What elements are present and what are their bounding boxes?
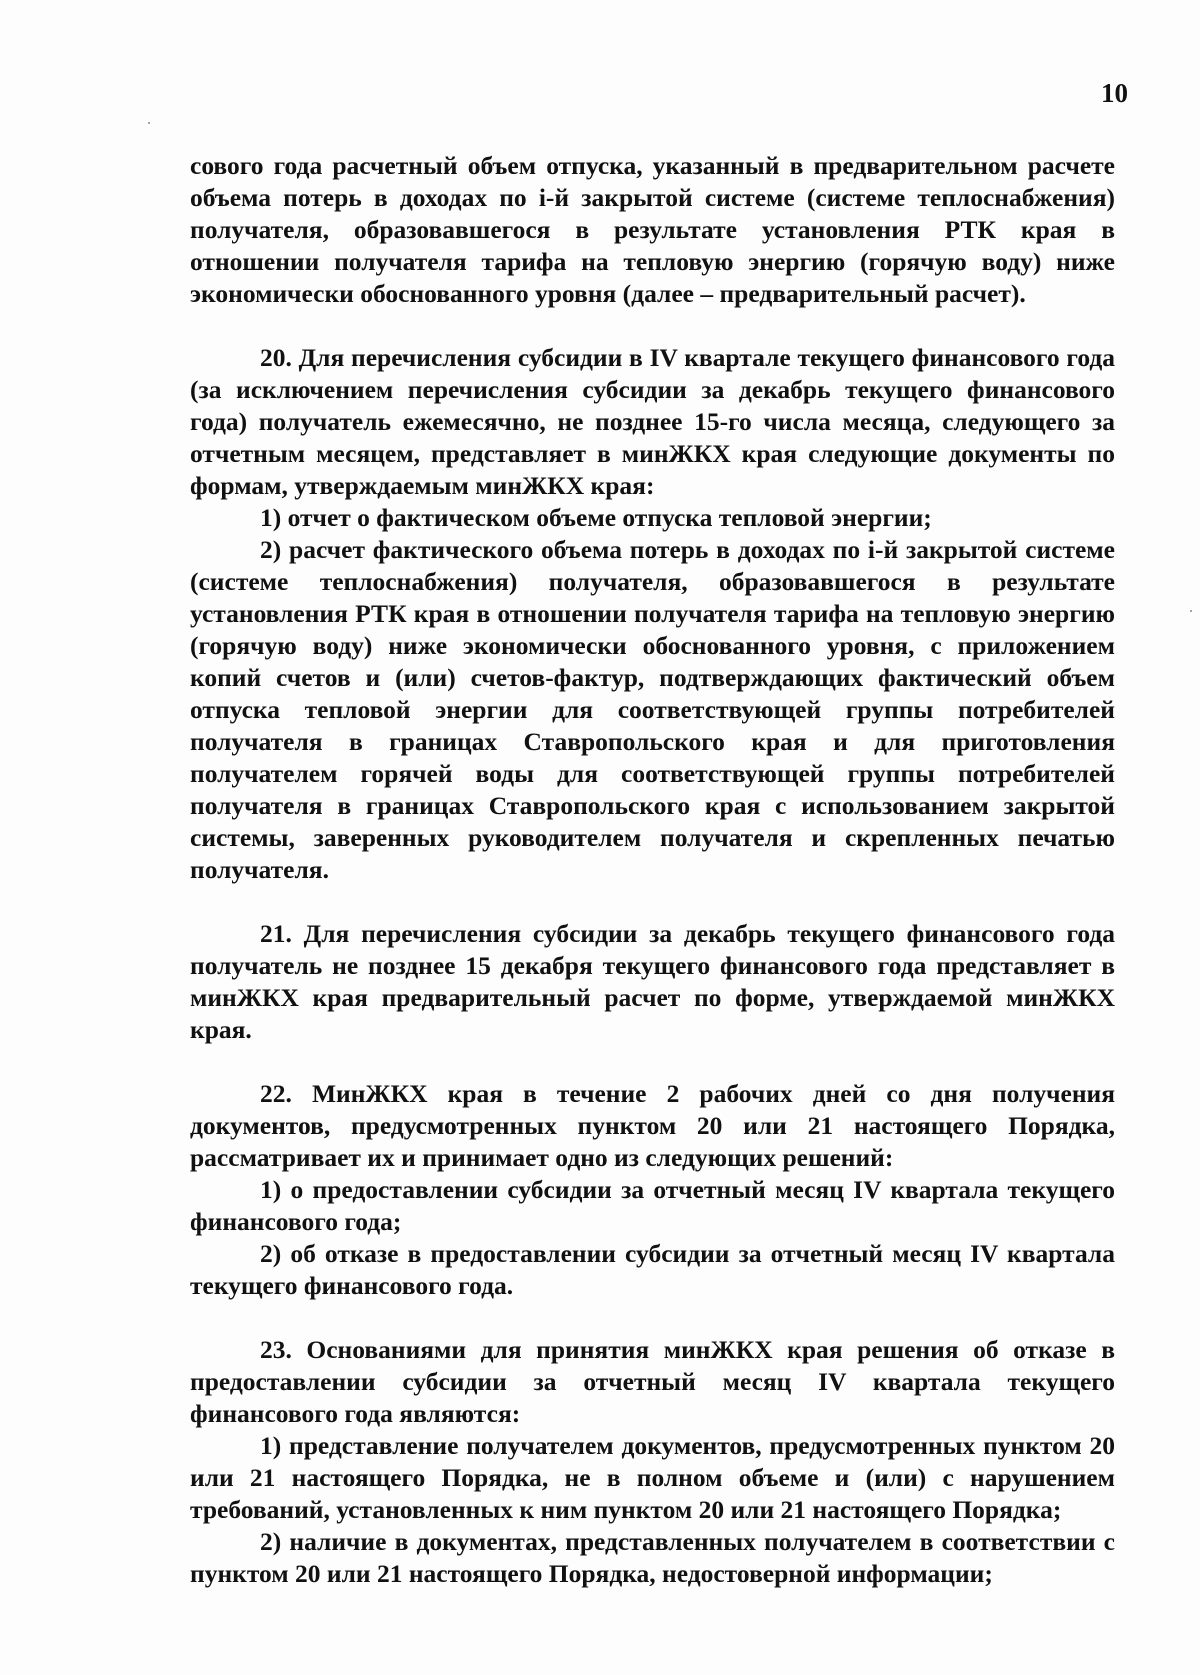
paragraph-item-22-sub-2: 2) об отказе в предоставлении субсидии за отчетный месяц IV квартала текущего финансового года.	[190, 1239, 1115, 1300]
scan-speck	[1190, 610, 1192, 612]
paragraph-item-20-sub-1: 1) отчет о фактическом объеме отпуска тепловой энергии;	[260, 503, 932, 532]
paragraph-item-21: 21. Для перечисления субсидии за декабрь текущего финансового года получатель не позднее 15 декабря текущего финансового года представляет в минЖКХ края предварительный расчет по форме, утверждаемой минЖКХ края.	[190, 919, 1115, 1044]
page-number: 10	[1101, 78, 1128, 108]
paragraph-item-23-sub-2: 2) наличие в документах, представленных получателем в соответствии с пунктом 20 или 21 настоящего Порядка, недостоверной информации;	[190, 1527, 1115, 1588]
paragraph-item-20-sub-2: 2) расчет фактического объема потерь в доходах по i-й закрытой системе (системе теплоснабжения) получателя, образовавшегося в результате установления РТК края в отношении получателя тарифа на тепловую энергию (горячую воду) ниже экономически обоснованного уровня, с приложением копий счетов и (или) счетов-фактур, подтверждающих фактический объем отпуска тепловой энергии для соответствующей группы потребителей получателя в границах Ставропольского края и для приготовления получателем горячей воды для соответствующей группы потребителей получателя в границах Ставропольского края с использованием закрытой системы, заверенных руководителем получателя и скрепленных печатью получателя.	[190, 535, 1115, 884]
scan-speck	[148, 122, 150, 124]
paragraph-item-23-sub-1: 1) представление получателем документов, предусмотренных пунктом 20 или 21 настоящего Порядка, не в полном объеме и (или) с нарушением требований, установленных к ним пунктом 20 или 21 настоящего Порядка;	[190, 1431, 1115, 1524]
paragraph-item-23: 23. Основаниями для принятия минЖКХ края решения об отказе в предоставлении субсидии за отчетный месяц IV квартала текущего финансового года являются:	[190, 1335, 1115, 1428]
paragraph-continuation: сового года расчетный объем отпуска, указанный в предварительном расчете объема потерь в доходах по i-й закрытой системе (системе теплоснабжения) получателя, образовавшегося в результате установления РТК края в отношении получателя тарифа на тепловую энергию (горячую воду) ниже экономически обоснованного уровня (далее – предварительный расчет).	[190, 151, 1115, 308]
document-body	[190, 150, 1115, 1590]
paragraph-item-22-sub-1: 1) о предоставлении субсидии за отчетный месяц IV квартала текущего финансового года;	[190, 1175, 1115, 1236]
paragraph-item-20: 20. Для перечисления субсидии в IV квартале текущего финансового года (за исключением перечисления субсидии за декабрь текущего финансового года) получатель ежемесячно, не позднее 15-го числа месяца, следующего за отчетным месяцем, представляет в минЖКХ края следующие документы по формам, утверждаемым минЖКХ края:	[190, 343, 1115, 500]
paragraph-item-22: 22. МинЖКХ края в течение 2 рабочих дней со дня получения документов, предусмотренных пунктом 20 или 21 настоящего Порядка, рассматривает их и принимает одно из следующих решений:	[190, 1079, 1115, 1172]
